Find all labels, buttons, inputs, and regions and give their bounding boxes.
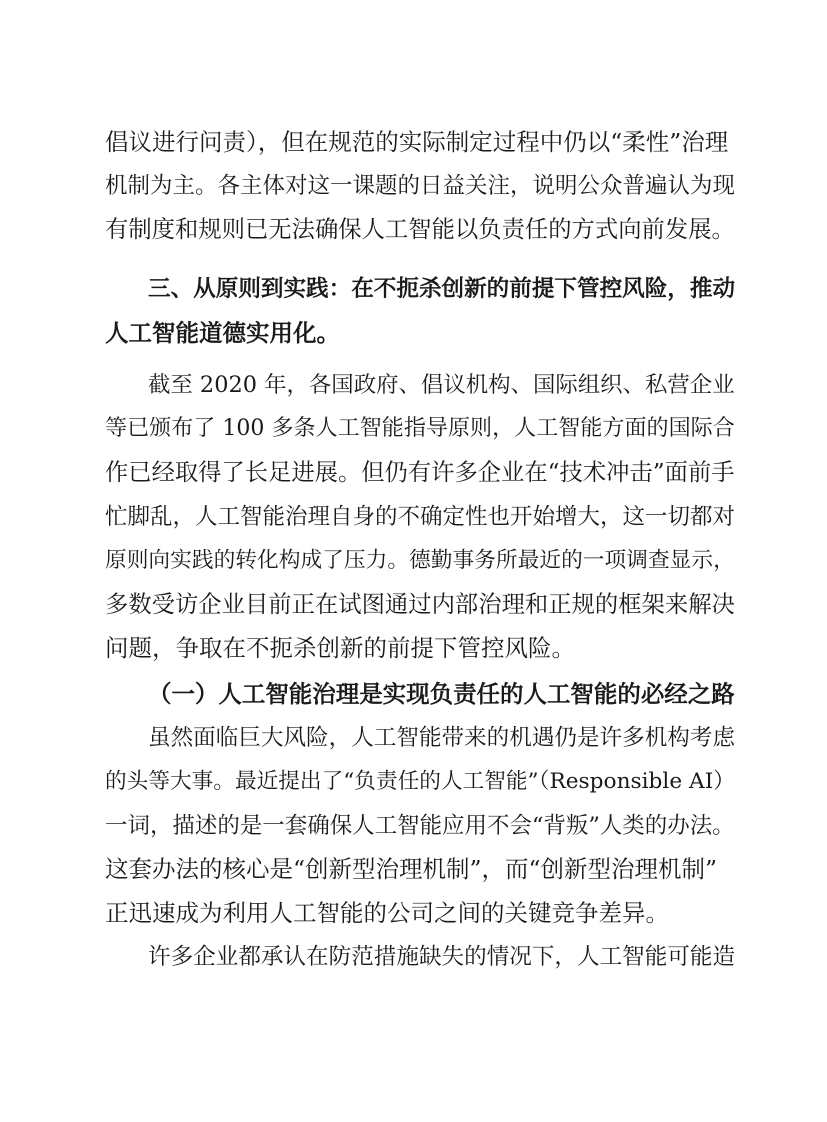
heading-line: 三、从原则到实践：在不扼杀创新的前提下管控风险，推动 (148, 276, 736, 302)
text-line: 正迅速成为利用人工智能的公司之间的关键竞争差异。 (105, 899, 669, 927)
text-line: 原则向实践的转化构成了压力。德勤事务所最近的一项调查显示， (105, 548, 735, 573)
text-line: 忙脚乱，人工智能治理自身的不确定性也开始增大，这一切都对 (105, 504, 736, 530)
text-line: 有制度和规则已无法确保人工智能以负责任的方式向前发展。 (105, 215, 735, 243)
text-line: 这套办法的核心是“创新型治理机制”，而“创新型治理机制” (105, 855, 718, 883)
text-line: 作已经取得了长足进展。但仍有许多企业在“技术冲击”面前手 (105, 459, 735, 486)
text-line: 截至 2020 年，各国政府、倡议机构、国际组织、私营企业 (148, 372, 735, 398)
text-line: 一词，描述的是一套确保人工智能应用不会“背叛”人类的办法。 (105, 813, 735, 839)
text-line: 许多企业都承认在防范措施缺失的情况下，人工智能可能造 (148, 944, 736, 970)
text-line: 问题，争取在不扼杀创新的前提下管控风险。 (105, 634, 575, 662)
heading-line: 人工智能道德实用化。 (105, 319, 340, 347)
text-line: 多数受访企业目前正在试图通过内部治理和正规的框架来解决 (105, 590, 735, 618)
text-line: 倡议进行问责），但在规范的实际制定过程中仍以“柔性”治理 (105, 128, 729, 156)
text-line: 的头等大事。最近提出了“负责任的人工智能”（Responsible AI） (105, 769, 735, 794)
text-line: 机制为主。各主体对这一课题的日益关注，说明公众普遍认为现 (105, 173, 736, 199)
heading-line: （一）人工智能治理是实现负责任的人工智能的必经之路 (148, 680, 735, 708)
text-line: 等已颁布了 100 多条人工智能指导原则，人工智能方面的国际合 (105, 416, 735, 441)
text-line: 虽然面临巨大风险，人工智能带来的机遇仍是许多机构考虑 (148, 725, 736, 751)
